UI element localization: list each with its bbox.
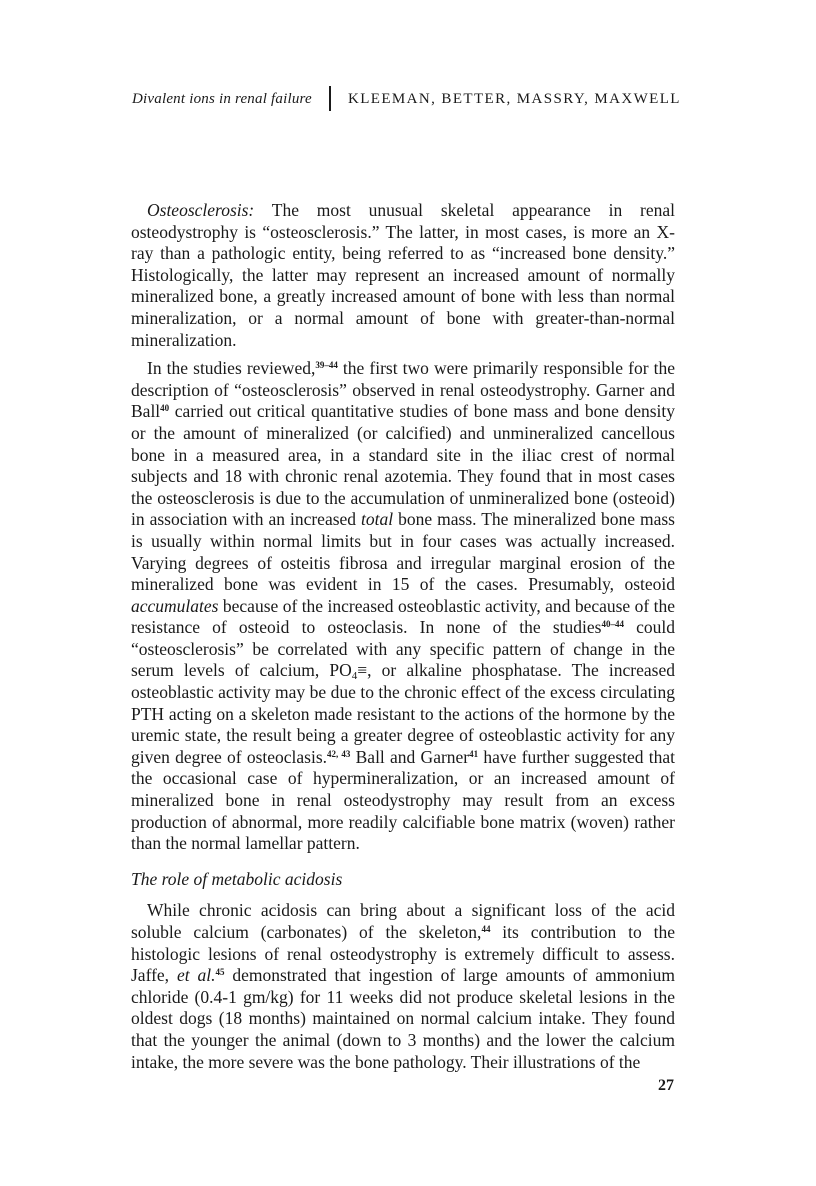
paragraph-text: demonstrated that ingestion of large amounts of ammonium chloride (0.4-1 gm/kg) for 11 weeks did not produce skeletal lesions in the oldest dogs (18 months) maintained on normal calcium intake. They found that the younger the animal (down to 3 months) and the lower the calcium intake, the more severe was the bone pathology. Their illustrations of the (131, 965, 676, 1072)
paragraph-studies-reviewed (131, 358, 675, 855)
reference-superscript: 45 (215, 967, 225, 978)
reference-superscript: 40–44 (601, 619, 624, 630)
running-head-authors: KLEEMAN, BETTER, MASSRY, MAXWELL (348, 91, 681, 107)
paragraph-text: the first two were primarily responsible for the description of “osteosclerosis” observed in renal osteodystrophy. Garner and Ball (131, 358, 675, 422)
paragraph-text: bone mass. The mineralized bone mass is usually within normal limits but in four cases was actually increased. Varying degrees of osteitis fibrosa and irregular marginal erosion of the mineralized bone was evident in 15 of the cases. Presumably, osteoid (131, 509, 675, 595)
reference-superscript: 44 (481, 924, 491, 934)
paragraph-text: Ball and Garner (350, 746, 470, 767)
chemical-subscript: 4 (351, 670, 358, 683)
paragraph-text: could “osteosclerosis” be correlated with any specific pattern of change in the serum levels of calcium, PO (131, 617, 675, 681)
reference-superscript: 39–44 (315, 360, 338, 371)
paragraph-text: have further suggested that the occasional case of hypermineralization, or an increased amount of mineralized bone in renal osteodystrophy may result from an excess production of abnormal, more readily calcifiable bone matrix (woven) rather than the normal lamellar pattern. (131, 746, 676, 854)
paragraph-osteosclerosis (131, 200, 675, 351)
reference-superscript: 41 (469, 748, 479, 759)
running-head-divider (329, 86, 331, 111)
running-head-section-title: Divalent ions in renal failure (132, 91, 312, 107)
paragraph-lead-term: Osteosclerosis: (147, 200, 255, 220)
paragraph-text: its contribution to the histologic lesions of renal osteodystrophy is extremely difficult to assess. Jaffe, (131, 922, 675, 986)
paragraph-text: In the studies reviewed, (147, 358, 316, 379)
article-body (131, 200, 675, 1080)
paragraph-metabolic-acidosis (131, 900, 675, 1073)
italic-term: et al. (176, 965, 216, 986)
paragraph-text: carried out critical quantitative studies of bone mass and bone density or the amount of mineralized (or calcified) and unmineralized cancellous bone in a measured area, in a standard site in the iliac crest of normal subjects and 18 with chronic renal azotemia. They found that in most cases the osteosclerosis is due to the accumulation of unmineralized bone (osteoid) in association with an increased (131, 401, 675, 530)
paragraph-text: While chronic acidosis can bring about a significant loss of the acid soluble calcium (carbonates) of the skeleton, (131, 900, 675, 942)
italic-term: total (361, 509, 394, 530)
paragraph-text: because of the increased osteoblastic activity, and because of the resistance of osteoid to osteoclasis. In none of the studies (131, 595, 675, 638)
running-head (132, 89, 692, 111)
section-heading: The role of metabolic acidosis (131, 868, 343, 889)
italic-term: accumulates (131, 595, 219, 616)
reference-superscript: 42, 43 (327, 748, 351, 759)
page-number: 27 (658, 1077, 674, 1094)
paragraph-text: The most unusual skeletal appearance in renal osteodystrophy is “osteosclerosis.” The latter, in most cases, is more an X-ray than a pathologic entity, being referred to as “increased bone density.” Histologically, the latter may represent an increased amount of normally mineralized bone, a greatly increased amount of bone with less than normal mineralization, or a normal amount of bone with greater-than-normal mineralization. (131, 200, 675, 350)
paragraph-text: ≡, or alkaline phosphatase. The increased osteoblastic activity may be due to the chronic effect of the excess circulating PTH acting on a skeleton made resistant to the actions of the hormone by the uremic state, the result being a greater degree of osteoblastic activity for any given degree of osteoclasis. (131, 660, 675, 767)
reference-superscript: 40 (160, 403, 170, 414)
